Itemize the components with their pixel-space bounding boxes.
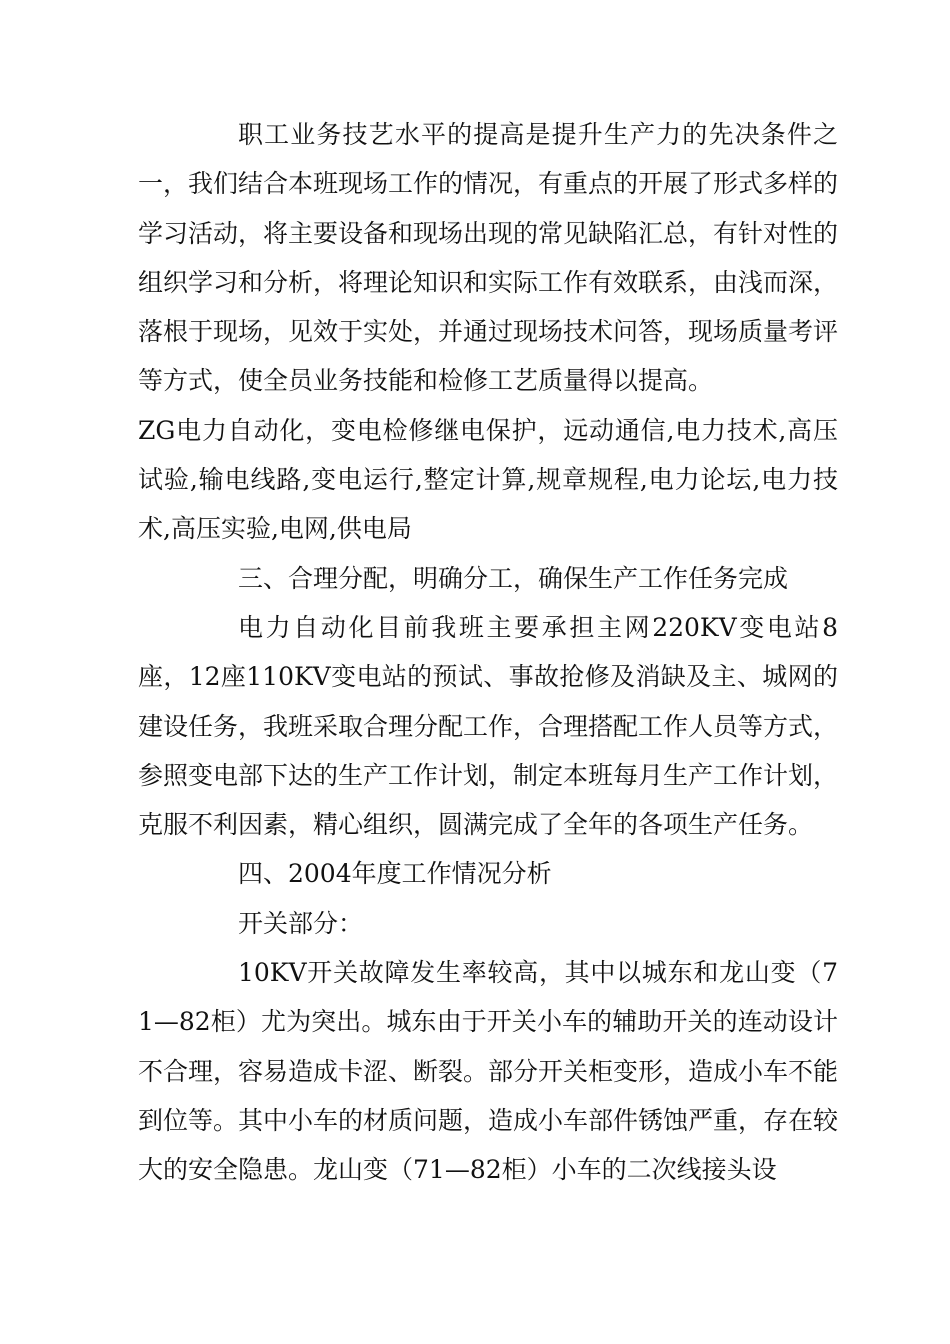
document-body [138,110,838,1195]
section-heading-3: 三、合理分配，明确分工，确保生产工作任务完成 [238,563,789,593]
paragraph-skills-improvement: 职工业务技艺水平的提高是提升生产力的先决条件之一，我们结合本班现场工作的情况，有重点的开展了形式多样的学习活动，将主要设备和现场出现的常见缺陷汇总，有针对性的组织学习和分析，将理论知识和实际工作有效联系，由浅而深，落根于现场，见效于实处，并通过现场技术问答，现场质量考评等方式，使全员业务技能和检修工艺质量得以提高。 [138,120,839,396]
subsection-heading-switch: 开关部分： [238,908,364,938]
paragraph-work-allocation: 电力自动化目前我班主要承担主网220KV变电站8座，12座110KV变电站的预试、事故抢修及消缺及主、城网的建设任务，我班采取合理分配工作，合理搭配工作人员等方式，参照变电部下达的生产工作计划，制定本班每月生产工作计划，克服不利因素，精心组织，圆满完成了全年的各项生产任务。 [138,612,839,840]
paragraph-switch-faults: 10KV开关故障发生率较高，其中以城东和龙山变（71—82柜）尤为突出。城东由于开关小车的辅助开关的连动设计不合理，容易造成卡涩、断裂。部分开关柜变形，造成小车不能到位等。其中小车的材质问题，造成小车部件锈蚀严重，存在较大的安全隐患。龙山变（71—82柜）小车的二次线接头设 [138,958,839,1185]
paragraph-keywords: ZG电力自动化，变电检修继电保护，远动通信,电力技术,高压试验,输电线路,变电运行,整定计算,规章规程,电力论坛,电力技术,高压实验,电网,供电局 [138,415,838,544]
section-heading-4: 四、2004年度工作情况分析 [238,859,552,889]
